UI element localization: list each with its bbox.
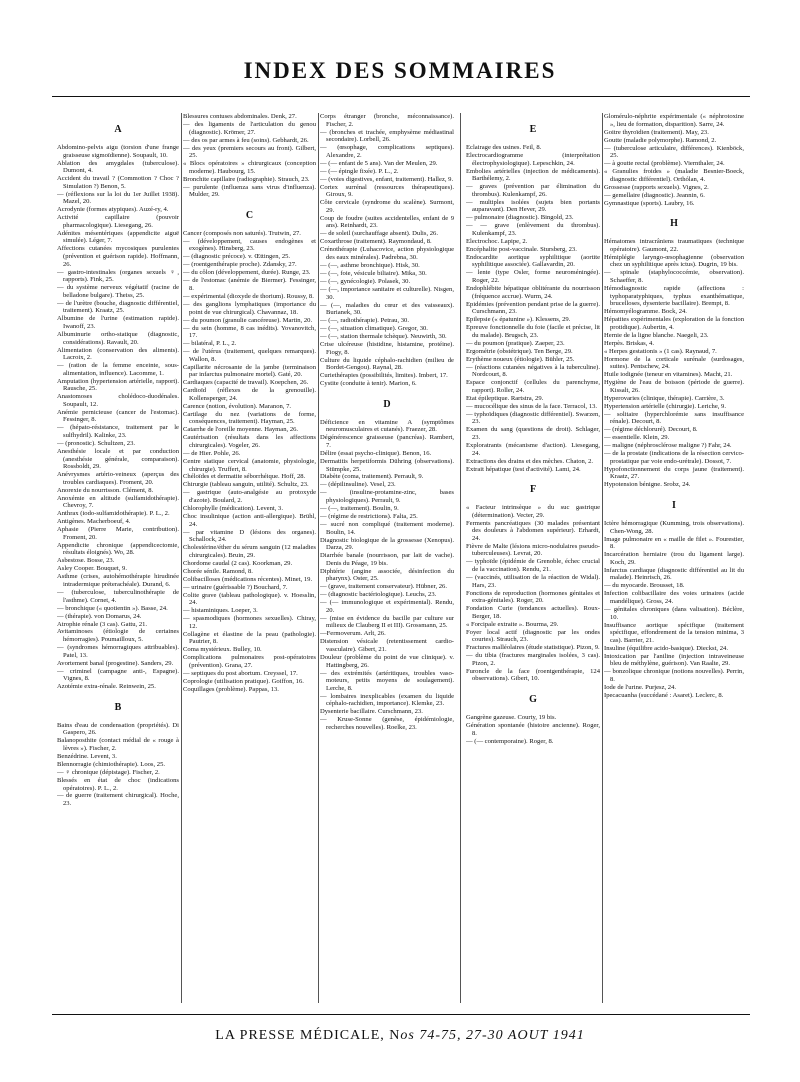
index-entry: Ablation des amygdales (tuberculose). Dumont, 4. — [57, 159, 179, 175]
footer-publication: LA PRESSE MÉDICALE, N — [215, 1028, 401, 1043]
index-entry: Glomérulo-néphrite expérimentale (« néphrotoxine », lieu de formation, disparition). Sarre, 24. — [604, 113, 744, 128]
index-entry: Goitre thyroïdien (traitement). May, 23. — [604, 128, 709, 136]
index-entry: — (dépilinsuline). Vesel, 23. — [320, 481, 396, 489]
index-entry: Coprologie (utilisation pratique). Goiffon, 16. — [183, 677, 304, 685]
index-entry: Gymnastique (sports). Laubry, 16. — [604, 199, 695, 207]
index-entry: — mucocélique des sinus de la face. Terracol, 13. — [466, 402, 598, 410]
index-entry: — des os par armes à feu (soins). Gebhardt, 26. — [183, 136, 309, 144]
index-entry: Coma mystérieux. Bulley, 10. — [183, 646, 262, 654]
index-entry: — (tuberculose articulaire, différences). Kienböck, 25. — [604, 144, 744, 160]
index-entry: Intoxication par l'aniline (injection intraveineuse bleu de méthylène, guérison). Van Raalte, 29. — [604, 652, 744, 668]
index-entry: Atrophie rénale (3 cas). Gattu, 21. — [57, 620, 148, 628]
index-column-5 — [604, 113, 744, 1003]
index-entry: — essentielle. Klein, 29. — [604, 434, 670, 442]
index-entry: Hyperovaries (clinique, thérapie). Carrière, 3. — [604, 394, 725, 402]
index-entry: Fonctions de reproduction (hormones génitales et extra-génitales). Roger, 20. — [466, 589, 600, 605]
index-entry: Délire (essai psycho-clinique). Benon, 16. — [320, 449, 432, 457]
index-entry: Albuminurie ortho-statique (diagnostic, considérations). Ravault, 20. — [57, 330, 179, 346]
index-entry: Epreuve fonctionnelle du foie (facile et précise, lit du malade). Brugsch, 23. — [466, 324, 600, 339]
index-entry: Collagène et élastine de la peau (pathologie). Pautrier, 8. — [183, 630, 316, 646]
index-entry: — spinale (staphylococcémie, observation). Schaeffer, 8. — [604, 269, 744, 284]
index-entry: Albumine de l'urine (estimation rapide). Iwanoff, 23. — [57, 315, 179, 330]
index-entry: Anesthésie locale et par conduction (anesthésie générale, comparaison). Rossboldt, 29. — [57, 447, 179, 471]
index-entry: — de guerre (traitement chirurgical). Hoche, 23. — [57, 792, 179, 808]
section-letter-d: D — [383, 398, 391, 410]
index-entry: Extrait hépatique (test d'activité). Lami, 24. — [466, 465, 581, 473]
index-entry: Aphasie (Pierre Marie, contribution). Froment, 20. — [57, 526, 179, 541]
index-entry: — du sein (homme, 8 cas inédits). Yovanovitch, 17. — [183, 324, 316, 340]
section-letter-h: H — [670, 218, 678, 230]
index-entry: Chlorophylle (médication). Levent, 3. — [183, 505, 283, 513]
index-entry: — (thérapie). von Domarus, 24. — [57, 612, 142, 620]
index-entry: Hémiplégie laryngo-œsophagienne (observation chez un syphilitique après ictus). Dugrin, 19 bis. — [604, 253, 744, 269]
index-entry: Colibacilloses (médications récentes). Minet, 19. — [183, 575, 313, 583]
index-entry: — (insuline-protamine-zinc, bases physiologiques). Perrault, 9. — [320, 489, 454, 505]
section-letter-g: G — [529, 694, 537, 706]
index-entry: Electrochoc. Lapipe, 2. — [466, 237, 528, 245]
index-entry: — lente (type Osler, forme neuroméningée). Roger, 22. — [466, 269, 600, 284]
index-entry: — (— épingle fixée). P. L., 2. — [320, 167, 399, 175]
index-entry: Diphtérie (angine associée, désinfection du pharynx). Oster, 25. — [320, 567, 454, 583]
column-divider — [602, 113, 603, 1003]
index-entry: Blessés en état de choc (indications opératoires). P. L., 2. — [57, 776, 179, 792]
index-entry: Anthrax (iodo-sulfamidothérapie). P. L., 2. — [57, 510, 170, 518]
index-entry: — (roentgenthérapie proche). Zdansky, 27. — [183, 261, 297, 269]
index-entry: — (diagnostic précoce). v. Œttingen, 25. — [183, 253, 291, 261]
index-entry: Electrocardiogramme (interprétation électrophysiologique). Lepeschkin, 24. — [466, 151, 600, 167]
index-entry: — (pronostic). Schultzen, 23. — [57, 439, 136, 447]
page-footer — [0, 1028, 800, 1044]
index-entry: Eclairage des usines. Feil, 8. — [466, 144, 542, 151]
index-entry: — par vitamine D (lésions des organes). Schallock, 24. — [183, 528, 316, 544]
index-entry: — du poumon (pratique). Zaeper, 23. — [466, 339, 565, 347]
index-entry: Fractures malléolaires (étude statistique). Pizon, 9. — [466, 644, 600, 652]
index-entry: Dysenterie bacillaire. Curschmann, 23. — [320, 708, 423, 716]
index-entry: — septiques du post abortum. Creyssel, 17. — [183, 669, 298, 677]
index-entry: Cardiaques (capacité de travail). Koepchen, 26. — [183, 379, 309, 387]
index-entry: Chordome caudal (2 cas). Koorkman, 29. — [183, 559, 293, 567]
index-entry: Capillarite nécrosante de la jambe (terminaison par infarctus pulmonaire mortel). Gaté, 20. — [183, 363, 316, 379]
index-entry: Avitaminoses (étiologie de certaines hémorragies). Poumailloux, 5. — [57, 628, 179, 644]
index-entry: — (grave, traitement conservateur). Hübner, 26. — [320, 583, 447, 591]
index-entry: — (mise en évidence du bacille par culture sur milieux de Clauberg II et III). Grossmann, 25. — [320, 614, 454, 630]
index-entry: — des ganglions lymphatiques (importance du point de vue chirurgical). Chavannaz, 18. — [183, 300, 316, 316]
index-entry: Espace conjonctif (cellules du parenchyme, rapport). Roller, 24. — [466, 379, 600, 394]
index-entry: Etat épileptique. Rartstra, 29. — [466, 394, 544, 402]
index-entry: Blessures contuses abdominales. Denk, 27. — [183, 113, 297, 120]
index-entry: Endocardite aortique syphilitique (aortite syphilitique associée). Gallavardin, 20. — [466, 253, 600, 269]
index-entry: — de l'utérus (traitement, quelques remarques). Wallon, 8. — [183, 348, 316, 363]
index-entry: — spasmodiques (hormones sexuelles). Chiray, 12. — [183, 615, 316, 630]
section-letter-a: A — [114, 124, 122, 135]
index-entry: Hémodiagnostic rapide (affections : typhoparatyphiques, typhus exanthématique, brucelloses, dysenterie bacillaire). Brempt, 8. — [604, 284, 744, 308]
top-rule — [52, 96, 750, 97]
index-column-4 — [466, 113, 600, 1003]
index-entry: — gastrique (auto-analgésie au protoxyde d'azote). Boulard, 2. — [183, 489, 316, 505]
index-entry: Ergométrie (obstétrique). Ten Berge, 29. — [466, 347, 573, 355]
index-entry: Anoxémie en altitude (sulfamidothérapie). Chevroy, 7. — [57, 494, 179, 510]
index-entry: Furoncle de la face (roentgenthérapie, 124 observations). Gibert, 10. — [466, 667, 600, 683]
index-entry: — (— contemporaine). Roger, 8. — [466, 737, 554, 745]
index-entry: Benzédrine. Levent, 3. — [57, 752, 117, 760]
index-entry: « Herpes gestationis » (1 cas). Raynaud, 7. — [604, 347, 717, 355]
index-entry: — (vaccinés, utilisation de la réaction de Widal). Hars, 23. — [466, 574, 600, 589]
index-entry: — de soleil (surchauffage absent). Dulis, 26. — [320, 230, 438, 238]
index-entry: — typhoïdiques (diagnostic différentiel). Swarzen, 23. — [466, 410, 600, 426]
index-entry: — (régime déchloruré). Decourt, 8. — [604, 426, 698, 434]
index-entry: Douleur (problème du point de vue clinique). v. Hattingberg, 26. — [320, 654, 454, 669]
index-entry: — Kruse-Sonne (genèse, épidémiologie, recherches nouvelles). Roelke, 23. — [320, 716, 454, 731]
index-entry: Image pulmonaire en « maille de filet ». Fourestier, 8. — [604, 535, 744, 551]
index-entry: Cholestérine/éther du sérum sanguin (12 maladies chirurgicales). Bruin, 29. — [183, 544, 316, 559]
index-entry: Hypotension bénigne. Srobz, 24. — [604, 481, 691, 489]
index-entry: — solitaire (hyperchlorémie sans insuffisance rénale). Decourt, 8. — [604, 410, 744, 426]
index-entry: Complications pulmonaires post-opératoires (prévention). Grana, 27. — [183, 654, 316, 669]
index-entry: — gastro-intestinales (organes sexuels ♀, rapports). Fink, 25. — [57, 268, 179, 284]
section-letter-f: F — [529, 484, 537, 496]
index-entry: Ictère hémorragique (Kumming, trois observations). Chen-Wong, 28. — [604, 520, 744, 535]
index-entry: — génitales chroniques (dans valisation). Béclère, 10. — [604, 605, 744, 621]
index-entry: Hypofonctionnement du corps jaune (traitement). Kraatz, 27. — [604, 465, 744, 481]
index-entry: — expérimental (dioxyde de thorium). Roussy, 8. — [183, 292, 314, 300]
index-entry: Ferments pancréatiques (30 malades présentant des douleurs à l'abdomen supérieur). Erhardt, 24. — [466, 519, 600, 542]
index-entry: — de l'urètre (bouche, diagnostic différentiel, traitement). Kraatz, 25. — [57, 299, 179, 315]
column-divider — [318, 113, 319, 1003]
index-entry: Bronchite capillaire (radiographie). Strauch, 23. — [183, 175, 310, 183]
index-entry: — typhoïde (épidémie de Grenoble, échec crucial de la vaccination). Rendu, 21. — [466, 558, 600, 574]
index-entry: Affections cutanées mycosiques purulentes (prévention et guérison rapide). Hoffmann, 26. — [57, 245, 179, 268]
index-entry: Insuffisance aortique spécifique (traitement spécifique, effondrement de la tension minima, 3 cas). Barrier, 21. — [604, 621, 744, 644]
index-entry: Cancer (composés non saturés). Trutwin, 27. — [183, 229, 301, 237]
index-entry: — bilatéral, P. L., 2. — [183, 340, 237, 348]
index-entry: — (—, asthme bronchique). Hisk, 30. — [320, 261, 420, 269]
index-entry: — du poumon (granulie cancéreuse). Martin, 20. — [183, 316, 313, 324]
index-entry: — — grave (enlèvement du thrombus). Kulenkampf, 23. — [466, 222, 600, 237]
index-entry: Cortex surrénal (ressources thérapeutiques). Giroux, 9. — [320, 183, 454, 199]
index-entry: Gangrène gazeuse. Courty, 19 bis. — [466, 714, 557, 722]
index-entry: — bonzolique chronique (notions nouvelles). Perrin, 8. — [604, 668, 744, 683]
index-column-2 — [183, 113, 316, 1003]
index-entry: — (syndromes hémorragiques attribuables). Patel, 13. — [57, 644, 179, 659]
index-entry: Abdomino-pelvis aigu (torsion d'une frange graisseuse sigmoïdienne). Soupault, 10. — [57, 144, 179, 159]
index-entry: Dégénérescence graisseuse (pancréas). Rambert, 7. — [320, 434, 454, 449]
index-entry: Foyer local actif (diagnostic par les ondes courtes). Strauch, 23. — [466, 628, 600, 644]
index-entry: Amputation (hypertension artérielle, rapport). Rausche, 25. — [57, 377, 179, 393]
index-entry: Balanoposthite (contact médial de « rouge à lèvres »). Fischer, 2. — [57, 737, 179, 752]
index-entry: — gemellaire (diagnostic). Jeannin, 6. — [604, 191, 705, 199]
index-entry: Azotémie extra-rénale. Reinwein, 25. — [57, 683, 156, 691]
index-entry: « Facteur intrinsèque » du suc gastrique (détermination). Vecter, 29. — [466, 504, 600, 519]
section-letter-e: E — [529, 124, 537, 135]
index-entry: Hygiène de l'eau de boisson (période de guerre). Kissalt, 26. — [604, 379, 744, 394]
index-entry: — (—, situation climatique). Gregor, 30. — [320, 325, 428, 333]
column-divider — [460, 113, 461, 1003]
page-title: INDEX DES SOMMAIRES — [243, 58, 557, 83]
section-letter-b: B — [114, 701, 122, 713]
index-entry: — (—, station thermale tchèque). Neuwirth, 30. — [320, 333, 447, 341]
index-entry: Coup de foudre (suites accidentelles, enfant de 9 ans). Reinhardt, 23. — [320, 214, 454, 230]
index-entry: — (—, traitement). Boulin, 9. — [320, 505, 399, 513]
index-entry: — (diagnostic bactériologique). Leuchs, 23. — [320, 591, 437, 599]
index-entry: Diarrhée banale (nourrisson, par lait de vache). Denis du Péage, 19 bis. — [320, 552, 454, 567]
index-entry: — de la prostate (indications de la résection cervico-prostatique par voie endo-urétrale). Dossot, 7. — [604, 450, 744, 465]
index-entry: Huile iodignée (teneur en vitamines). Macht, 21. — [604, 371, 733, 379]
index-entry: Erythème noueux (étiologie). Bühler, 25. — [466, 355, 575, 363]
index-entry: Endophlébite hépatique oblitérante du nourrisson (fréquence accrue). Wurm, 24. — [466, 284, 600, 300]
index-entry: Blennorragie (chimiothérapie). Loos, 25. — [57, 760, 166, 768]
index-entry: — des extrémités (artéritiques, troubles vaso-moteurs, petits moyens de soulagement). Lerche, 8. — [320, 669, 454, 692]
index-entry: Accident du travail ? (Commotion ? Choc ? Simulation ?) Benon, 5. — [57, 175, 179, 190]
index-entry: Epilepsie (« épatunine »). Klessens, 29. — [466, 316, 571, 324]
section-letter-i: I — [672, 500, 676, 512]
bottom-rule — [52, 1014, 750, 1015]
index-entry: — ♀ chronique (dépistage). Fischer, 2. — [57, 768, 160, 776]
index-entry: Fièvre de Malte (lésions micro-nodulaires pseudo-tuberculeuses). Levrat, 20. — [466, 542, 600, 558]
index-entry: — pulmonaire (diagnostic). Bingold, 23. — [466, 214, 574, 222]
index-entry: Activité capillaire (pouvoir pharmacologique). Liesegang, 26. — [57, 214, 179, 229]
index-entry: Culture du liquide céphalo-rachidien (milieu de Bordet-Gengou). Raynal, 28. — [320, 356, 454, 372]
index-entry: Asley Cooper. Bouquet, 9. — [57, 565, 127, 573]
index-entry: — (—, foie, vésicule biliaire). Mika, 30. — [320, 269, 427, 277]
index-entry: Herpès. Briskas, 4. — [604, 339, 654, 347]
index-entry: Corps étranger (bronche, méconnaissance). Fischer, 2. — [320, 113, 454, 128]
index-entry: Antigènes. Macherboeuf, 4. — [57, 518, 131, 526]
index-entry: — (—, gynécologie). Polasek, 30. — [320, 277, 411, 285]
index-entry: Colite grave (tableau pathologique). v. Hoesslin, 24. — [183, 591, 316, 607]
index-entry: Catarrhe de l'oreille moyenne. Hayman, 26. — [183, 426, 299, 434]
index-entry: Cystite (conduite à tenir). Marion, 6. — [320, 380, 417, 388]
index-entry: Crise ulcéreuse (histidine, histamine, protéine). Fiogy, 8. — [320, 341, 454, 356]
index-entry: Infection colibacillaire des voies urinaires (acide mandélique). Gross, 24. — [604, 590, 744, 605]
index-entry: Côte cervicale (syndrome du scalène). Surmont, 29. — [320, 199, 454, 214]
index-entry: Déficience en vitamine A (symptômes neuromusculaires et cutanés). Fraezer, 28. — [320, 418, 454, 434]
index-entry: — (— enfant de 5 ans). Van der Meulen, 29. — [320, 159, 438, 167]
footer-issue-numbers: os 74-75, 27-30 AOUT 1941 — [400, 1028, 585, 1043]
index-entry: Grossesse (rapports sexuels). Vignes, 2. — [604, 183, 709, 191]
index-entry: Anévrysmes artério-veineux (aperçus des troubles cardiaques). Froment, 20. — [57, 471, 179, 486]
index-entry: — (tuberculose, tuberculinothérapie de l'asthme). Cornet, 4. — [57, 588, 179, 604]
index-entry: — purulente (influenza sans virus d'influenza). Mulder, 29. — [183, 183, 316, 199]
index-entry: — (—, radiothérapie). Petrau, 30. — [320, 317, 409, 325]
section-letter-c: C — [245, 209, 254, 221]
index-entry: Exploratrants (mécanisme d'action). Liesegang, 24. — [466, 441, 600, 457]
index-entry: Asbestose. Bosse, 23. — [57, 557, 115, 565]
column-divider — [181, 113, 182, 1003]
index-entry: Embolies artérielles (injection de médicaments). Barthélemy, 2. — [466, 167, 600, 183]
index-entry: Carence (notion, évolution). Maranon, 7. — [183, 402, 292, 410]
index-entry: Diagnostic biologique de la grossesse (Xenopus). Darza, 29. — [320, 536, 454, 552]
index-entry: — (hépato-résistance, traitement par le sulfhydril). Kalinke, 23. — [57, 424, 179, 439]
index-entry: — du tibia (fractures marginales isolées, 3 cas). Pizon, 2. — [466, 652, 600, 667]
index-entry: Chirurgie (tableau sanguin, utilité). Schultz, 23. — [183, 481, 309, 489]
index-entry: — graves (prévention par élimination du thrombus). Kulenkampf, 26. — [466, 183, 600, 198]
index-entry: Hépatites expérimentales (exploration de la fonction protidique). Aubertin, 4. — [604, 316, 744, 331]
index-entry: —Fermoverum. Arlt, 26. — [320, 630, 386, 638]
index-entry: — bronchique (« quotientin »). Basse, 24. — [57, 604, 168, 612]
index-entry: Iode de l'urine. Purjesz, 24. — [604, 683, 677, 691]
index-entry: Fondation Curie (tendances actuelles). Roux-Berger, 18. — [466, 605, 600, 620]
index-entry: — de Hier. Pohle, 26. — [183, 449, 241, 457]
index-entry: Cardioïd (réflexes de la grenouille). Kollensperger, 24. — [183, 387, 316, 402]
index-entry: Insuline (équilibre acido-basique). Dieckst, 24. — [604, 644, 728, 652]
index-entry: Distension vésicale (retentissement cardio-vasculaire). Gibert, 21. — [320, 638, 454, 654]
index-entry: Goutte (maladie polymorphe). Ramond, 2. — [604, 136, 717, 144]
index-entry: — (réflexions sur la loi du 1er Juillet 1938). Mazel, 20. — [57, 190, 179, 206]
index-entry: Extractions des drains et des mèches. Chaton, 2. — [466, 457, 594, 465]
index-entry: — (développement, causes endogènes et exogènes). Hinsberg, 23. — [183, 237, 316, 253]
index-entry: Bains d'eau de condensation (propriétés). Di Gaspero, 26. — [57, 721, 179, 737]
index-entry: Acrodynie (formes atypiques). Auzé-ry, 4. — [57, 206, 169, 214]
index-entry: Crénothérapie (Luhacovice, action physiologique des eaux minérales). Padrebna, 30. — [320, 246, 454, 261]
index-entry: — urinaire (guérissable ?) Bouchard, 7. — [183, 583, 288, 591]
index-entry: — lombaires inexplicables (examen du liquide céphalo-rachidien, importance). Klemke, 23. — [320, 692, 454, 708]
index-entry: — criminel (campagne anti-, Espagne). Vignes, 8. — [57, 667, 179, 683]
index-entry: Curiethérapies (possibilités, limites). Imbert, 17. — [320, 372, 448, 380]
index-entry: Anémie pernicieuse (cancer de l'estomac). Fessinger, 8. — [57, 408, 179, 424]
index-entry: — (régime de restrictions). Falta, 25. — [320, 513, 418, 521]
index-entry: — (—, importance sanitaire et culturelle). Nisgen, 30. — [320, 285, 454, 301]
index-entry: Anastomoses cholédoco-duodénales. Soupault, 12. — [57, 393, 179, 408]
index-entry: — (voies digestives, enfant, traitement). Hallez, 9. — [320, 175, 454, 183]
index-entry: Avortement banal (progestine). Sanders, 29. — [57, 659, 174, 667]
index-entry: — du système nerveux végétatif (racine de belladone bulgare). Theiss, 25. — [57, 284, 179, 299]
index-entry: Diabète (coma, traitement). Perrault, 9. — [320, 473, 424, 481]
index-entry: Génération spontanée (histoire ancienne). Roger, 8. — [466, 722, 600, 737]
index-entry: Encéphalite post-vaccinale. Stursberg, 23. — [466, 245, 577, 253]
index-entry: Cautérisation (résultats dans les affections chirurgicales). Vogeler, 26. — [183, 434, 316, 449]
index-entry: — maligne (néphrosclérose maligne ?) Fahr, 24. — [604, 442, 732, 450]
index-entry: Alimentation (conservation des aliments). Lacroix, 2. — [57, 346, 179, 362]
index-column-1 — [57, 113, 179, 1003]
index-entry: Appendicite chronique (appendicectomie, résultats éloignés). Wo, 28. — [57, 541, 179, 557]
index-entry: — de l'estomac (anémie de Biermer). Fessinger, 8. — [183, 277, 316, 292]
index-entry: — (bronches et trachée, emphysème médiastinal secondaire). Lorbell, 26. — [320, 128, 454, 144]
index-entry: Coquillages (problème). Pappas, 13. — [183, 685, 279, 693]
index-entry: Ipecacuanha (succédané : Asaret). Leclerc, 8. — [604, 691, 724, 699]
index-entry: « Granulies froides » (maladie Besnier-Boeck, diagnostic différentiel). Orthólan, 4. — [604, 168, 744, 183]
index-entry: Examen du sang (questions de droit). Schlager, 23. — [466, 426, 600, 441]
index-entry: Adénites mésentériques (appendicite aiguë simulée). Léger, 7. — [57, 229, 179, 245]
index-entry: — (ration de la femme enceinte, sous-alimentation, influence). Lacomme, 1. — [57, 362, 179, 377]
index-entry: Hypertension artérielle (chirurgie). Leriche, 9. — [604, 402, 726, 410]
index-entry: — (—, maladies du cœur et des vaisseaux). Burianek, 30. — [320, 301, 454, 317]
index-entry: Cartilage du nez (variations de forme, conséquences, traitement). Hayman, 25. — [183, 410, 316, 426]
index-entry: Choc insulinique (action anti-allergique). Brühl, 24. — [183, 513, 316, 528]
index-entry: — histaminiques. Loeper, 3. — [183, 607, 258, 615]
index-entry: Centre statique cervical (anatomie, physiologie, chirurgie). Truffert, 8. — [183, 457, 316, 473]
index-entry: — des ligaments de l'articulation du genou (diagnostic). Krömer, 27. — [183, 120, 316, 136]
index-entry: « Forcipale extraite ». Bourma, 29. — [466, 620, 559, 628]
index-entry: Hématomes intracrâniens traumatiques (technique opératoire). Gaumont, 22. — [604, 238, 744, 253]
index-entry: Anorexie du nourrisson. Clément, 8. — [57, 486, 154, 494]
index-entry: — du myocarde. Brousset, 18. — [604, 582, 685, 590]
index-entry: — du côlon (développement, durée). Runge, 23. — [183, 269, 311, 277]
index-entry: Incarcération herniaire (trou du ligament large). Koch, 29. — [604, 551, 744, 566]
index-entry: Coxarthrose (traitement). Raymondaud, 8. — [320, 238, 432, 246]
index-entry: Epidémies (prévention pendant prise de la guerre). Curschmann, 23. — [466, 300, 600, 316]
index-entry: Hormone de la corticale surénale (surdosages, suites). Pentschew, 24. — [604, 355, 744, 371]
index-entry: — multiples isolées (sujets bien portants auparavant). Den Hever, 29. — [466, 198, 600, 214]
index-entry: Infarctus cardiaque (diagnostic différentiel au lit du malade). Heinrisch, 26. — [604, 566, 744, 582]
index-entry: Hernie de la ligne blanche. Naegeli, 23. — [604, 331, 709, 339]
index-column-3 — [320, 113, 454, 1003]
index-entry: — (réactions cutanées négatives à la tuberculine). Nordcourt, 8. — [466, 363, 600, 379]
index-entry: Dermatitis herpetiformis Dühring (observations). Stümpke, 25. — [320, 457, 454, 473]
index-entry: « Blocs opératoires » chirurgicaux (conception moderne). Haubourg, 15. — [183, 160, 316, 175]
index-entry: — (œsophage, complications septiques). Alexandre, 2. — [320, 144, 454, 159]
index-entry: — des yeux (premiers secours au front). Gilbert, 25. — [183, 144, 316, 160]
index-entry: — (— immunologique et expérimental). Rendu, 20. — [320, 599, 454, 614]
index-entry: Hémomyélogramme. Bock, 24. — [604, 308, 687, 316]
index-entry: — à goutte rectal (problème). Viernthaler, 24. — [604, 160, 725, 168]
index-entry: — sucré non compliqué (traitement moderne). Boulin, 14. — [320, 521, 454, 536]
index-entry: Chorée sénile. Ramond, 8. — [183, 567, 253, 575]
index-entry: Asthme (crises, autohémothérapie hirudinée intradermique préterachéale). Durand, 6. — [57, 573, 179, 588]
index-entry: Chéloïdes et dermatite séborrhéique. Hoff, 28. — [183, 473, 306, 481]
